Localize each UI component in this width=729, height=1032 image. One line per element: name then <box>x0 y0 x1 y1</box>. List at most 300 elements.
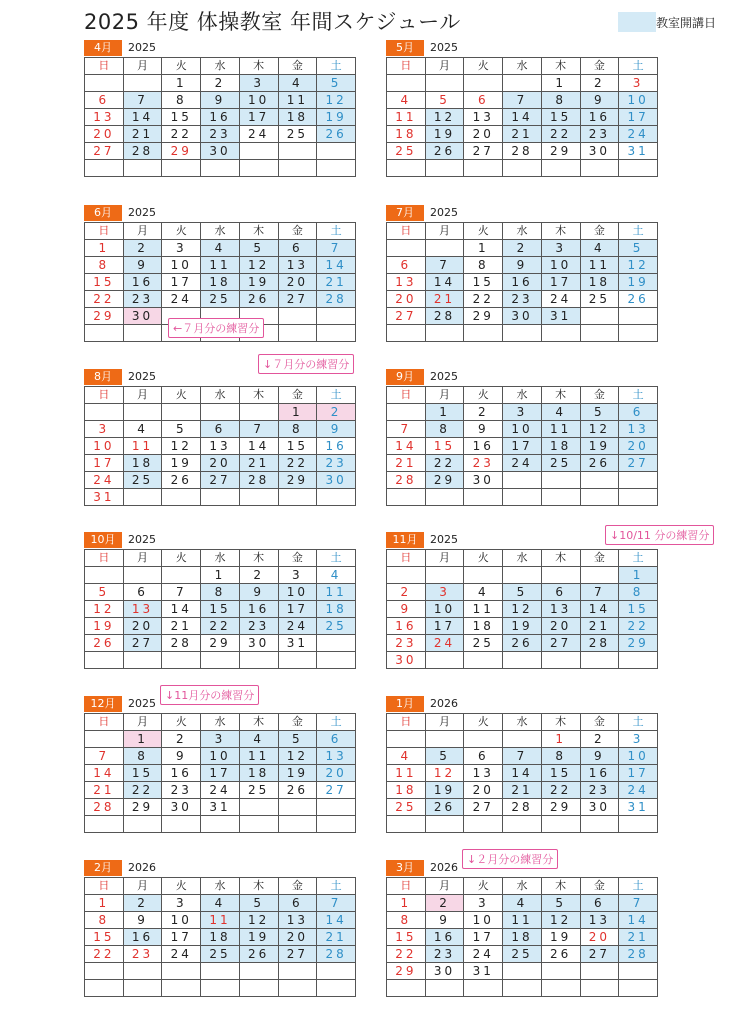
day-cell <box>278 816 317 833</box>
day-cell: 10 <box>278 584 317 601</box>
day-cell: 12 <box>541 912 580 929</box>
day-cell <box>85 816 124 833</box>
day-cell: 17 <box>201 765 240 782</box>
weekday-header: 水 <box>503 714 542 731</box>
day-cell <box>123 489 162 506</box>
day-cell: 7 <box>162 584 201 601</box>
day-cell: 8 <box>123 748 162 765</box>
day-cell <box>278 325 317 342</box>
month-block <box>386 40 658 177</box>
day-cell: 5 <box>580 404 619 421</box>
day-cell <box>503 489 542 506</box>
day-cell: 1 <box>85 895 124 912</box>
day-cell: 24 <box>541 291 580 308</box>
day-cell <box>503 980 542 997</box>
day-cell: 25 <box>123 472 162 489</box>
day-cell: 19 <box>541 929 580 946</box>
day-cell: 11 <box>278 92 317 109</box>
day-cell <box>85 404 124 421</box>
day-cell: 2 <box>464 404 503 421</box>
month-table <box>84 877 356 997</box>
day-cell: 5 <box>619 240 658 257</box>
month-label: 8月 <box>84 369 122 385</box>
day-cell: 3 <box>503 404 542 421</box>
day-cell: 11 <box>580 257 619 274</box>
day-cell: 16 <box>123 274 162 291</box>
day-cell: 23 <box>387 635 426 652</box>
day-cell: 3 <box>239 75 278 92</box>
day-cell <box>201 963 240 980</box>
day-cell <box>619 489 658 506</box>
day-cell: 13 <box>541 601 580 618</box>
weekday-header: 金 <box>580 714 619 731</box>
day-cell <box>619 472 658 489</box>
day-cell <box>503 731 542 748</box>
month-label: 9月 <box>386 369 424 385</box>
day-cell <box>503 963 542 980</box>
day-cell: 24 <box>619 782 658 799</box>
day-cell: 25 <box>387 143 426 160</box>
day-cell: 22 <box>85 291 124 308</box>
month-block <box>386 205 658 342</box>
day-cell: 21 <box>387 455 426 472</box>
day-cell: 5 <box>541 895 580 912</box>
day-cell: 18 <box>278 109 317 126</box>
day-cell: 18 <box>123 455 162 472</box>
day-cell: 30 <box>580 799 619 816</box>
month-label: 1月 <box>386 696 424 712</box>
day-cell: 10 <box>85 438 124 455</box>
day-cell: 17 <box>619 109 658 126</box>
day-cell: 19 <box>85 618 124 635</box>
day-cell: 25 <box>239 782 278 799</box>
day-cell: 1 <box>387 895 426 912</box>
day-cell: 23 <box>425 946 464 963</box>
day-cell: 7 <box>503 748 542 765</box>
weekday-header: 月 <box>123 387 162 404</box>
weekday-header: 月 <box>425 223 464 240</box>
day-cell: 26 <box>425 799 464 816</box>
day-cell <box>201 489 240 506</box>
weekday-header: 木 <box>541 387 580 404</box>
day-cell: 23 <box>503 291 542 308</box>
day-cell <box>317 143 356 160</box>
day-cell: 23 <box>239 618 278 635</box>
day-cell: 30 <box>123 308 162 325</box>
day-cell: 11 <box>201 257 240 274</box>
day-cell <box>503 816 542 833</box>
day-cell: 27 <box>278 291 317 308</box>
day-cell: 18 <box>387 782 426 799</box>
day-cell <box>239 816 278 833</box>
day-cell: 21 <box>425 291 464 308</box>
day-cell: 26 <box>425 143 464 160</box>
day-cell: 15 <box>619 601 658 618</box>
day-cell: 25 <box>580 291 619 308</box>
day-cell <box>85 980 124 997</box>
weekday-header: 日 <box>387 223 426 240</box>
day-cell: 30 <box>580 143 619 160</box>
day-cell: 31 <box>464 963 503 980</box>
year-label: 2025 <box>430 41 458 54</box>
day-cell: 2 <box>317 404 356 421</box>
day-cell: 20 <box>201 455 240 472</box>
day-cell <box>541 489 580 506</box>
day-cell: 24 <box>503 455 542 472</box>
day-cell: 21 <box>85 782 124 799</box>
day-cell: 13 <box>201 438 240 455</box>
day-cell: 25 <box>201 946 240 963</box>
day-cell: 20 <box>123 618 162 635</box>
day-cell <box>162 816 201 833</box>
month-block <box>84 40 356 177</box>
day-cell: 26 <box>278 782 317 799</box>
day-cell: 29 <box>464 308 503 325</box>
day-cell <box>541 963 580 980</box>
day-cell <box>503 75 542 92</box>
month-block <box>84 696 356 833</box>
day-cell: 15 <box>85 929 124 946</box>
day-cell: 21 <box>239 455 278 472</box>
weekday-header: 火 <box>464 387 503 404</box>
day-cell <box>580 652 619 669</box>
weekday-header: 木 <box>541 714 580 731</box>
day-cell: 23 <box>464 455 503 472</box>
day-cell <box>387 75 426 92</box>
day-cell <box>278 489 317 506</box>
day-cell: 4 <box>503 895 542 912</box>
day-cell <box>201 980 240 997</box>
weekday-header: 水 <box>503 58 542 75</box>
day-cell: 10 <box>425 601 464 618</box>
day-cell: 6 <box>541 584 580 601</box>
day-cell <box>278 963 317 980</box>
weekday-header: 土 <box>619 223 658 240</box>
day-cell: 5 <box>239 895 278 912</box>
weekday-header: 日 <box>85 387 124 404</box>
day-cell: 8 <box>85 257 124 274</box>
day-cell: 13 <box>123 601 162 618</box>
day-cell: 11 <box>317 584 356 601</box>
day-cell <box>239 652 278 669</box>
day-cell: 16 <box>162 765 201 782</box>
weekday-header: 土 <box>619 878 658 895</box>
note-june: ←７月分の練習分 <box>168 318 264 338</box>
day-cell: 24 <box>464 946 503 963</box>
day-cell: 17 <box>162 929 201 946</box>
day-cell: 20 <box>317 765 356 782</box>
day-cell: 30 <box>387 652 426 669</box>
day-cell: 4 <box>278 75 317 92</box>
year-label: 2025 <box>430 370 458 383</box>
day-cell: 12 <box>425 765 464 782</box>
weekday-header: 木 <box>239 58 278 75</box>
day-cell: 21 <box>580 618 619 635</box>
day-cell: 26 <box>239 946 278 963</box>
weekday-header: 金 <box>278 223 317 240</box>
day-cell: 28 <box>619 946 658 963</box>
day-cell: 18 <box>580 274 619 291</box>
weekday-header: 月 <box>123 550 162 567</box>
weekday-header: 日 <box>387 387 426 404</box>
day-cell: 8 <box>619 584 658 601</box>
month-label: 3月 <box>386 860 424 876</box>
day-cell: 26 <box>239 291 278 308</box>
day-cell: 12 <box>425 109 464 126</box>
day-cell <box>619 652 658 669</box>
month-table <box>386 386 658 506</box>
day-cell <box>580 816 619 833</box>
weekday-header: 月 <box>425 58 464 75</box>
day-cell: 20 <box>85 126 124 143</box>
day-cell <box>239 963 278 980</box>
day-cell: 8 <box>278 421 317 438</box>
day-cell: 16 <box>239 601 278 618</box>
day-cell <box>464 489 503 506</box>
day-cell: 22 <box>387 946 426 963</box>
weekday-header: 水 <box>503 878 542 895</box>
day-cell: 3 <box>201 731 240 748</box>
day-cell: 29 <box>85 308 124 325</box>
weekday-header: 木 <box>239 223 278 240</box>
day-cell: 26 <box>317 126 356 143</box>
day-cell: 20 <box>464 782 503 799</box>
day-cell <box>162 652 201 669</box>
day-cell <box>387 404 426 421</box>
weekday-header: 月 <box>425 550 464 567</box>
day-cell: 12 <box>317 92 356 109</box>
month-table <box>386 222 658 342</box>
day-cell: 5 <box>425 92 464 109</box>
day-cell: 9 <box>464 421 503 438</box>
month-label: 10月 <box>84 532 122 548</box>
year-label: 2026 <box>430 861 458 874</box>
day-cell: 13 <box>387 274 426 291</box>
day-cell: 28 <box>85 799 124 816</box>
weekday-header: 火 <box>162 223 201 240</box>
day-cell: 11 <box>123 438 162 455</box>
day-cell: 22 <box>201 618 240 635</box>
weekday-header: 木 <box>541 550 580 567</box>
day-cell <box>123 325 162 342</box>
day-cell: 1 <box>85 240 124 257</box>
weekday-header: 火 <box>464 878 503 895</box>
day-cell: 9 <box>123 912 162 929</box>
day-cell: 1 <box>123 731 162 748</box>
day-cell: 18 <box>201 929 240 946</box>
month-block <box>386 860 658 997</box>
day-cell: 15 <box>201 601 240 618</box>
day-cell: 25 <box>278 126 317 143</box>
day-cell: 24 <box>162 946 201 963</box>
day-cell: 27 <box>123 635 162 652</box>
day-cell: 18 <box>239 765 278 782</box>
weekday-header: 日 <box>387 58 426 75</box>
day-cell: 23 <box>580 126 619 143</box>
day-cell <box>619 816 658 833</box>
weekday-header: 火 <box>464 550 503 567</box>
day-cell: 4 <box>239 731 278 748</box>
day-cell <box>278 308 317 325</box>
day-cell: 2 <box>503 240 542 257</box>
day-cell: 29 <box>619 635 658 652</box>
day-cell <box>239 143 278 160</box>
day-cell: 14 <box>162 601 201 618</box>
day-cell: 3 <box>619 731 658 748</box>
day-cell: 25 <box>464 635 503 652</box>
day-cell: 4 <box>464 584 503 601</box>
day-cell: 1 <box>619 567 658 584</box>
day-cell <box>162 160 201 177</box>
day-cell: 27 <box>201 472 240 489</box>
weekday-header: 日 <box>85 714 124 731</box>
day-cell: 1 <box>464 240 503 257</box>
weekday-header: 金 <box>278 550 317 567</box>
day-cell <box>85 731 124 748</box>
day-cell <box>541 816 580 833</box>
day-cell: 10 <box>503 421 542 438</box>
day-cell <box>317 308 356 325</box>
weekday-header: 土 <box>317 714 356 731</box>
day-cell: 31 <box>85 489 124 506</box>
day-cell: 19 <box>278 765 317 782</box>
day-cell: 13 <box>317 748 356 765</box>
day-cell: 21 <box>619 929 658 946</box>
day-cell: 22 <box>541 782 580 799</box>
day-cell <box>123 160 162 177</box>
day-cell: 24 <box>239 126 278 143</box>
weekday-header: 土 <box>317 387 356 404</box>
day-cell: 12 <box>239 912 278 929</box>
day-cell: 17 <box>541 274 580 291</box>
day-cell: 9 <box>387 601 426 618</box>
year-label: 2025 <box>128 206 156 219</box>
weekday-header: 火 <box>162 714 201 731</box>
day-cell: 1 <box>425 404 464 421</box>
day-cell: 13 <box>619 421 658 438</box>
day-cell: 6 <box>317 731 356 748</box>
day-cell <box>162 404 201 421</box>
day-cell: 16 <box>580 109 619 126</box>
day-cell: 22 <box>541 126 580 143</box>
day-cell: 13 <box>580 912 619 929</box>
day-cell: 31 <box>619 799 658 816</box>
day-cell: 5 <box>85 584 124 601</box>
day-cell: 13 <box>278 257 317 274</box>
day-cell <box>541 980 580 997</box>
day-cell: 8 <box>541 92 580 109</box>
weekday-header: 土 <box>619 550 658 567</box>
day-cell: 3 <box>278 567 317 584</box>
day-cell: 24 <box>85 472 124 489</box>
day-cell: 9 <box>580 748 619 765</box>
day-cell: 26 <box>580 455 619 472</box>
day-cell: 27 <box>387 308 426 325</box>
day-cell <box>387 240 426 257</box>
day-cell: 25 <box>503 946 542 963</box>
month-label: 7月 <box>386 205 424 221</box>
day-cell: 3 <box>619 75 658 92</box>
day-cell: 29 <box>123 799 162 816</box>
day-cell: 16 <box>464 438 503 455</box>
day-cell: 12 <box>162 438 201 455</box>
day-cell: 31 <box>201 799 240 816</box>
day-cell: 14 <box>387 438 426 455</box>
day-cell <box>201 652 240 669</box>
day-cell: 16 <box>387 618 426 635</box>
day-cell: 29 <box>162 143 201 160</box>
day-cell <box>425 652 464 669</box>
day-cell <box>619 325 658 342</box>
day-cell: 20 <box>580 929 619 946</box>
day-cell: 31 <box>278 635 317 652</box>
day-cell: 19 <box>503 618 542 635</box>
day-cell: 14 <box>239 438 278 455</box>
day-cell: 27 <box>317 782 356 799</box>
day-cell <box>239 489 278 506</box>
weekday-header: 月 <box>425 878 464 895</box>
weekday-header: 日 <box>387 550 426 567</box>
weekday-header: 金 <box>278 878 317 895</box>
day-cell: 29 <box>425 472 464 489</box>
day-cell: 1 <box>541 731 580 748</box>
weekday-header: 火 <box>464 223 503 240</box>
day-cell: 7 <box>123 92 162 109</box>
day-cell: 16 <box>123 929 162 946</box>
day-cell: 9 <box>580 92 619 109</box>
weekday-header: 水 <box>201 714 240 731</box>
day-cell: 6 <box>464 748 503 765</box>
day-cell: 12 <box>503 601 542 618</box>
day-cell <box>85 160 124 177</box>
day-cell <box>425 75 464 92</box>
month-label: 6月 <box>84 205 122 221</box>
day-cell: 5 <box>503 584 542 601</box>
day-cell <box>580 308 619 325</box>
year-label: 2025 <box>128 41 156 54</box>
day-cell: 14 <box>85 765 124 782</box>
day-cell: 11 <box>239 748 278 765</box>
day-cell: 17 <box>619 765 658 782</box>
day-cell: 21 <box>317 929 356 946</box>
day-cell: 14 <box>317 257 356 274</box>
day-cell: 1 <box>278 404 317 421</box>
day-cell: 22 <box>85 946 124 963</box>
day-cell: 15 <box>541 765 580 782</box>
day-cell: 23 <box>123 291 162 308</box>
month-block <box>84 860 356 997</box>
day-cell: 3 <box>85 421 124 438</box>
day-cell: 19 <box>425 782 464 799</box>
day-cell: 23 <box>162 782 201 799</box>
day-cell: 17 <box>239 109 278 126</box>
day-cell: 2 <box>580 75 619 92</box>
weekday-header: 水 <box>201 387 240 404</box>
month-block <box>84 369 356 506</box>
year-label: 2026 <box>430 697 458 710</box>
day-cell: 30 <box>425 963 464 980</box>
day-cell: 27 <box>278 946 317 963</box>
month-table <box>386 713 658 833</box>
day-cell: 9 <box>201 92 240 109</box>
day-cell: 4 <box>201 240 240 257</box>
day-cell: 30 <box>239 635 278 652</box>
weekday-header: 金 <box>580 58 619 75</box>
day-cell: 15 <box>387 929 426 946</box>
day-cell: 4 <box>387 748 426 765</box>
day-cell <box>425 816 464 833</box>
day-cell: 24 <box>162 291 201 308</box>
